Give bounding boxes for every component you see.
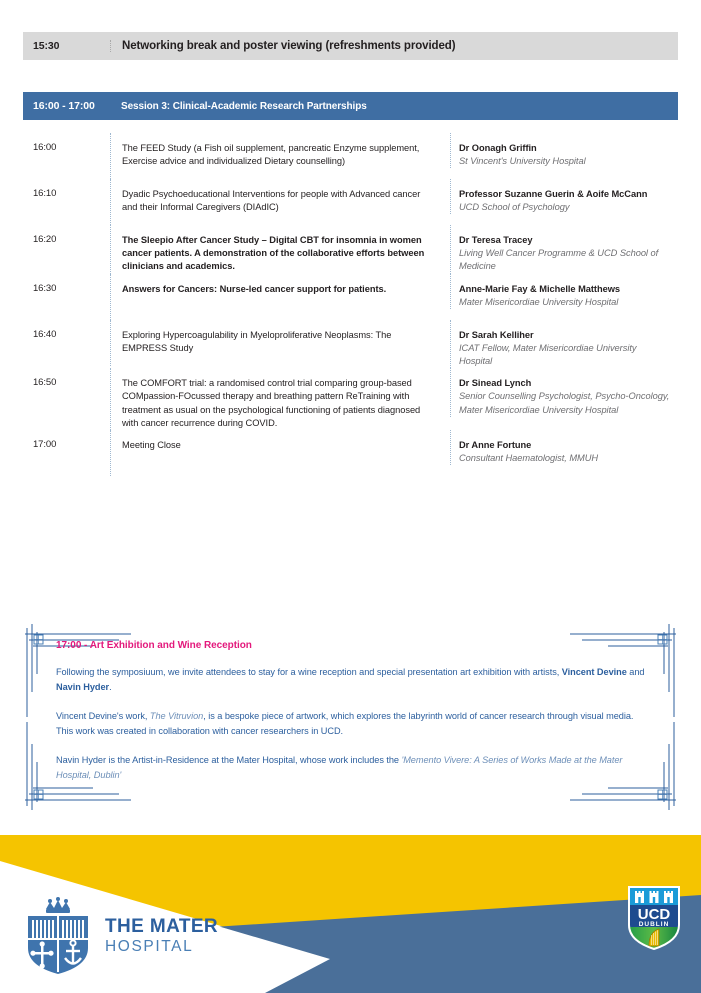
- session-row-topic: The COMFORT trial: a randomised control trial comparing group-based COMpassion-FOcussed therapy and breathing pattern ReTraining with treatment as usual on the psychological functioning of patients diagnosed with cancer recurrence during COVID.: [110, 368, 450, 430]
- session-row-time: 16:40: [33, 328, 57, 340]
- mater-logo-line1: THE MATER: [105, 916, 219, 938]
- session-rows: [23, 133, 678, 476]
- speaker-affiliation: Mater Misericordiae University Hospital: [459, 296, 619, 307]
- artwork-title-the-vitruvion: The Vitruvion: [149, 711, 204, 721]
- session-row-time: 16:50: [33, 377, 57, 389]
- session-row: [23, 368, 678, 430]
- session-row-speaker: [450, 430, 678, 465]
- art-p3-text-a: Navin Hyder is the Artist-in-Residence at the Mater Hospital, whose work includes the: [56, 755, 402, 765]
- session-row-speaker: [450, 368, 678, 417]
- session-row-time: 17:00: [33, 439, 57, 451]
- session-row: [23, 430, 678, 476]
- speaker-affiliation: Consultant Haematologist, MMUH: [459, 453, 599, 464]
- session-row: [23, 133, 678, 179]
- session-row-time: 16:10: [33, 188, 57, 199]
- mater-logo-line2: HOSPITAL: [105, 938, 194, 956]
- session-row: [23, 320, 678, 369]
- art-p1-text-c: and: [626, 667, 645, 677]
- session-row: [23, 179, 678, 225]
- art-p1-text-a: Following the symposiuum, we invite attendees to stay for a wine reception and special presentation art exhibition with artists,: [56, 667, 562, 677]
- session-row-speaker: [450, 320, 678, 369]
- session-row-time: 16:30: [33, 282, 57, 294]
- speaker-affiliation: Living Well Cancer Programme & UCD School of Medicine: [459, 248, 659, 272]
- speaker-name: Anne-Marie Fay & Michelle Matthews: [459, 283, 621, 294]
- speaker-affiliation: Senior Counselling Psychologist, Psycho-Oncology, Mater Misericordiae University Hospital: [459, 391, 670, 415]
- art-p1-text-e: .: [109, 682, 112, 692]
- session-row-speaker: [450, 225, 678, 274]
- speaker-name: Dr Sarah Kelliher: [459, 329, 534, 340]
- ucd-shield-icon: [627, 885, 681, 951]
- ucd-logo-line1: UCD: [637, 906, 671, 923]
- session-row-topic: Exploring Hypercoagulability in Myeloproliferative Neoplasms: The EMPRESS Study: [110, 320, 450, 366]
- session-band-row: [23, 92, 678, 120]
- art-p2-text-a: Vincent Devine's work,: [56, 711, 150, 721]
- session-row-time: 16:00: [33, 142, 57, 153]
- session-band-time: 16:00 - 17:00: [33, 100, 95, 112]
- break-band-row: [23, 32, 678, 60]
- speaker-affiliation: St Vincent's University Hospital: [459, 156, 586, 167]
- artist-name-navin-hyder: Navin Hyder: [56, 682, 110, 692]
- art-paragraph-3: [56, 753, 646, 783]
- schedule-table: [23, 0, 678, 476]
- speaker-name: Dr Teresa Tracey: [459, 235, 533, 245]
- mater-hospital-logo: [22, 896, 218, 976]
- speaker-affiliation: UCD School of Psychology: [459, 202, 570, 213]
- session-row-speaker: [450, 133, 678, 168]
- artwork-title-memento-vivere: 'Memento Vivere: A Series of Works Made at the Mater Hospital, Dublin': [56, 755, 623, 780]
- session-row-topic: The Sleepio After Cancer Study – Digital CBT for insomnia in women cancer patients. A demonstration of the collaborative efforts between clinicians and academics.: [110, 225, 450, 274]
- speaker-name: Dr Anne Fortune: [459, 440, 532, 451]
- artist-name-vincent-devine: Vincent Devine: [561, 667, 627, 677]
- ucd-dublin-logo: [627, 885, 681, 951]
- art-paragraph-2: [56, 709, 646, 739]
- speaker-name: Professor Suzanne Guerin & Aoife McCann: [459, 189, 648, 199]
- session-row-topic: Meeting Close: [110, 430, 450, 476]
- session-row-speaker: [450, 179, 678, 214]
- art-exhibition-block: [23, 622, 678, 812]
- speaker-name: Dr Sinead Lynch: [459, 378, 532, 389]
- session-row-topic: Dyadic Psychoeducational Interventions for people with Advanced cancer and their Informal Caregivers (DIAdIC): [110, 179, 450, 225]
- mater-shield-icon: [22, 896, 94, 976]
- session-row-time: 16:20: [33, 234, 57, 245]
- ucd-logo-line2: DUBLIN: [638, 921, 670, 928]
- break-band-title: Networking break and poster viewing (refreshments provided): [110, 40, 455, 52]
- art-section-heading: 17:00 - Art Exhibition and Wine Reception: [56, 640, 252, 651]
- session-row-topic: Answers for Cancers: Nurse-led cancer support for patients.: [110, 274, 450, 320]
- session-band-title: Session 3: Clinical-Academic Research Partnerships: [121, 100, 367, 112]
- art-paragraph-1: [56, 665, 646, 695]
- session-row: [23, 225, 678, 274]
- session-row-speaker: [450, 274, 678, 309]
- session-row-topic: The FEED Study (a Fish oil supplement, pancreatic Enzyme supplement, Exercise advice and individualized Dietary counselling): [110, 133, 450, 179]
- speaker-affiliation: ICAT Fellow, Mater Misericordiae University Hospital: [459, 342, 637, 367]
- break-band-time: 15:30: [33, 40, 60, 52]
- page-footer: [0, 833, 701, 993]
- speaker-name: Dr Oonagh Griffin: [459, 143, 537, 153]
- art-p2-text-c: , is a bespoke piece of artwork, which explores the labyrinth world of cancer research through visual media. This work was created in collaboration with cancer researchers in UCD.: [56, 711, 634, 736]
- session-row: [23, 274, 678, 320]
